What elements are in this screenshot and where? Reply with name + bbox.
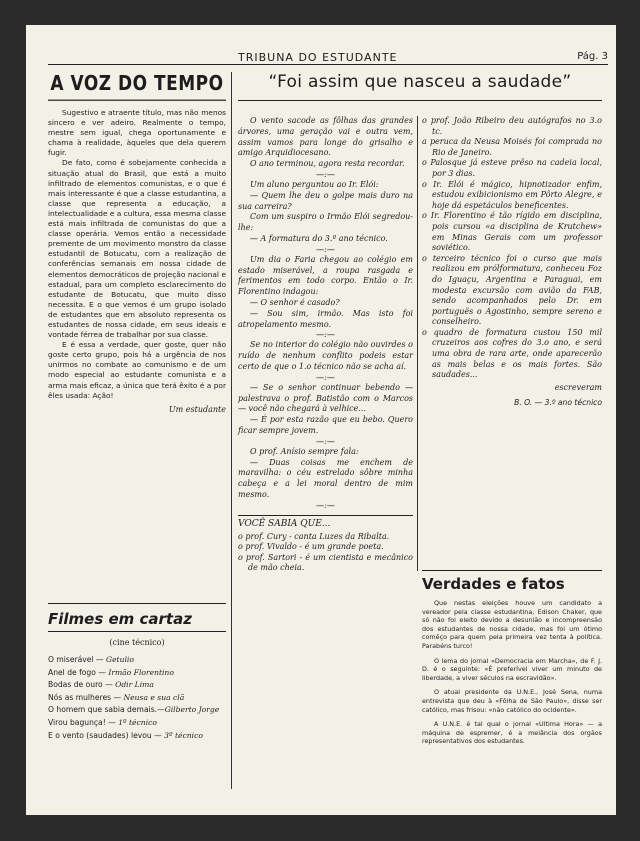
page-number: Pág. 3 (577, 51, 608, 62)
voce-item: o terceiro técnico foi o curso que mais realizou em prólformatura, conheceu Foz do Iguaçu, Argentina e Paraguai, em modesta excursão com avião da FAB, sendo acompanhados pelo Dr. em portuguës o Agostinho, sempre sereno e conselheiro. (422, 253, 602, 327)
verdades-headline: Verdades e fatos (422, 575, 565, 593)
film-item: O homem que sabia demais.—Gilberto Jorge (48, 705, 220, 715)
voce-item: a peruca da Neusa Moisés foi comprada no Rio de Janeiro. (422, 137, 602, 157)
saudade-column-left (238, 116, 413, 574)
voz-paragraph: E é essa a verdade, quer goste, quer não goste certo grupo, pois há a urgência de nos unirmos no combate ao comunismo e de um modo especial ao estudante comunista e a arma mais eficaz, a única que terá êxito é a por êles usada: Ação! (48, 340, 226, 400)
film-item: Virou bagunça! — 1º técnico (48, 717, 157, 727)
separator: —:— (316, 244, 335, 254)
separator: —:— (316, 330, 335, 340)
voce-sabia-title: VOCÊ SABIA QUE... (238, 518, 331, 529)
voce-item: o Ir. Elói é mágico, hipnotizador enfim, estudou exibicionismo em Pôrto Alegre, e hoje dá espetáculos beneficentes. (422, 179, 602, 210)
saudade-text: Um aluno perguntou ao Ir. Elói: (250, 179, 379, 189)
saudade-column-right (422, 116, 602, 408)
filmes-headline: Filmes em cartaz (48, 610, 226, 632)
saudade-text: — Quem lhe deu o golpe mais duro na sua carreira? (238, 190, 413, 211)
verdades-paragraph: Que nestas eleições houve um candidato a vereador pela classe estudantina, Edison Chaker, que só não foi eleito devido a desunião e incompreensão dos estudantes de nossa cidade, mas foi um ótimo comêço para quem pela primeira vez tenta à política. Parabéns turco! (422, 599, 602, 650)
separator: —:— (316, 169, 335, 179)
saudade-text: Se no interior do colégio não ouvirdes o ruído de nenhum conflito podeis estar certo de que o 1.o técnico não se acha aí. (238, 340, 413, 371)
saudade-text: Um dia o Faria chegou ao colégio em estado miserável, a roupa rasgada e ferimentos em todo corpo. Então o Ir. Florentino indagou: (238, 254, 413, 297)
film-item: Anel de fogo — Irmão Florentino (48, 667, 174, 677)
voce-item: o prof. Cury - canta Luzes da Ribalta. (238, 531, 390, 541)
separator: —:— (316, 372, 335, 382)
escreveram-label: escreveram (554, 382, 602, 392)
divider (238, 515, 413, 516)
verdades-e-fatos (422, 570, 602, 752)
saudade-headline: “Foi assim que nasceu a saudade” (238, 72, 602, 101)
filmes-subtitle: (cine técnico) (109, 638, 165, 647)
column-divider (231, 72, 232, 789)
voz-headline: A VOZ DO TEMPO (48, 72, 226, 101)
voce-item: o quadro de formatura custou 150 mil cruzeiros aos cofres do 3.o ano, e será uma obra de rara arte, onde aparecerão as mais belas e os mais fortes. São saudades... (422, 327, 602, 380)
film-item: O miserável — Getulio (48, 655, 134, 664)
masthead (48, 51, 608, 65)
voce-item: o prof. Vivaldo - é um grande poeta. (238, 542, 384, 552)
film-item: E o vento (saudades) levou — 3º técnico (48, 730, 203, 740)
saudade-text: O prof. Anísio sempre fala: (250, 446, 359, 456)
newspaper-title: TRIBUNA DO ESTUDANTE (238, 51, 398, 64)
voce-item: o prof. João Ribeiro deu autógrafos no 3.o tc. (422, 116, 602, 136)
voz-do-tempo-article (48, 72, 226, 414)
voz-signature: Um estudante (168, 404, 226, 414)
saudade-text: Com um suspiro o Irmão Elói segredou-lhe: (238, 212, 413, 233)
saudade-text: O vento sacode as fôlhas das grandes árvores, uma geração vai e outra vem, assim vamos para longe do grisalho e amigo Arquidiocesano. (238, 116, 413, 158)
saudade-text: — A formatura do 3.º ano técnico. (250, 233, 388, 243)
newspaper-page (26, 25, 616, 815)
saudade-text: — O senhor é casado? (250, 297, 340, 307)
filmes-em-cartaz (48, 603, 226, 743)
verdades-paragraph: A U.N.E. é tal qual o jornal «Ultima Hora» — a máquina de espremer, é a melância dos orgãos representativos dos estudantes. (422, 720, 602, 746)
voz-paragraph: Sugestivo e atraente título, mas não menos sincero e ver adeiro. Realmente o tempo, mestre sem igual, chega oportunamente e chama à realidade, àqueles que dela querem fugir. (48, 108, 226, 158)
separator: —:— (316, 500, 335, 510)
separator: —:— (316, 436, 335, 446)
voce-item: o prof. Sartori - é um cientista e mecânico de mão cheia. (238, 552, 413, 573)
saudade-text: O ano terminou, agora resta recordar. (250, 159, 405, 169)
voce-item: o Ir. Florentino é tão rígido em disciplina, pois cursou «a disciplina de Krutchew» em Minas Gerais com um professor soviético. (422, 211, 602, 253)
verdades-paragraph: O atual presidente da U.N.E., José Sena, numa entrevista que deu à «Fôlha de São Paulo», disse ser católico, mas frisou: «não católico do ocidente». (422, 688, 602, 714)
voz-paragraph: De fato, como é sobejamente conhecida a situação atual do Brasil, que está a muito infiltrado de elementos comunistas, e o que é mais interessante é que a classe estudantina, a classe que representa a educação, a intelectualidade e a cultura, essa mesma classe está mais infiltrada de comunistas do que a classe operária. Vemos então a necessidade premente de um movimento monstro da classe estudantil de Botucatu, com a realização de conferências semanais em nossa cidade de elementos democráticos de projeção nacional e estadual, para um completo esclarecimento do estudante de Botucatu, que muito disso necessita. E o que vemos é um grupo isolado de estudantes que em absoluto representa os estudantes de nossa cidade, em seus ideais e vontade férrea de trabalhar por sua classe. (48, 158, 226, 340)
film-item: Bodas de ouro — Odir Lima (48, 680, 154, 690)
column-divider (417, 116, 418, 571)
verdades-paragraph: O lema do jornal «Democracia em Marcha», de F. J. D. é o seguinte: «É preferível viver um minuto de liberdade, a viver séculos na escravidão». (422, 656, 602, 682)
film-item: Nós as mulheres — Neusa e sua clã (48, 692, 185, 702)
saudade-text: — É por esta razão que eu bebo. Quero ficar sempre jovem. (238, 415, 413, 435)
saudade-text: — Sou sim, irmão. Mas isto foi atropelamento mesmo. (238, 308, 413, 329)
saudade-text: — Duas coisas me enchem de maravilha: o céu estrelado sôbre minha cabeça e a lei moral dentro de mim mesmo. (238, 457, 413, 499)
saudade-signature: B. O. — 3.º ano técnico (514, 397, 602, 407)
voce-item: o Palosque já esteve prêso na cadeia local, por 3 dias. (422, 158, 602, 178)
saudade-text: — Se o senhor continuar bebendo — palestrava o prof. Batistão com o Marcos — você não chegará à velhice... (238, 382, 413, 414)
